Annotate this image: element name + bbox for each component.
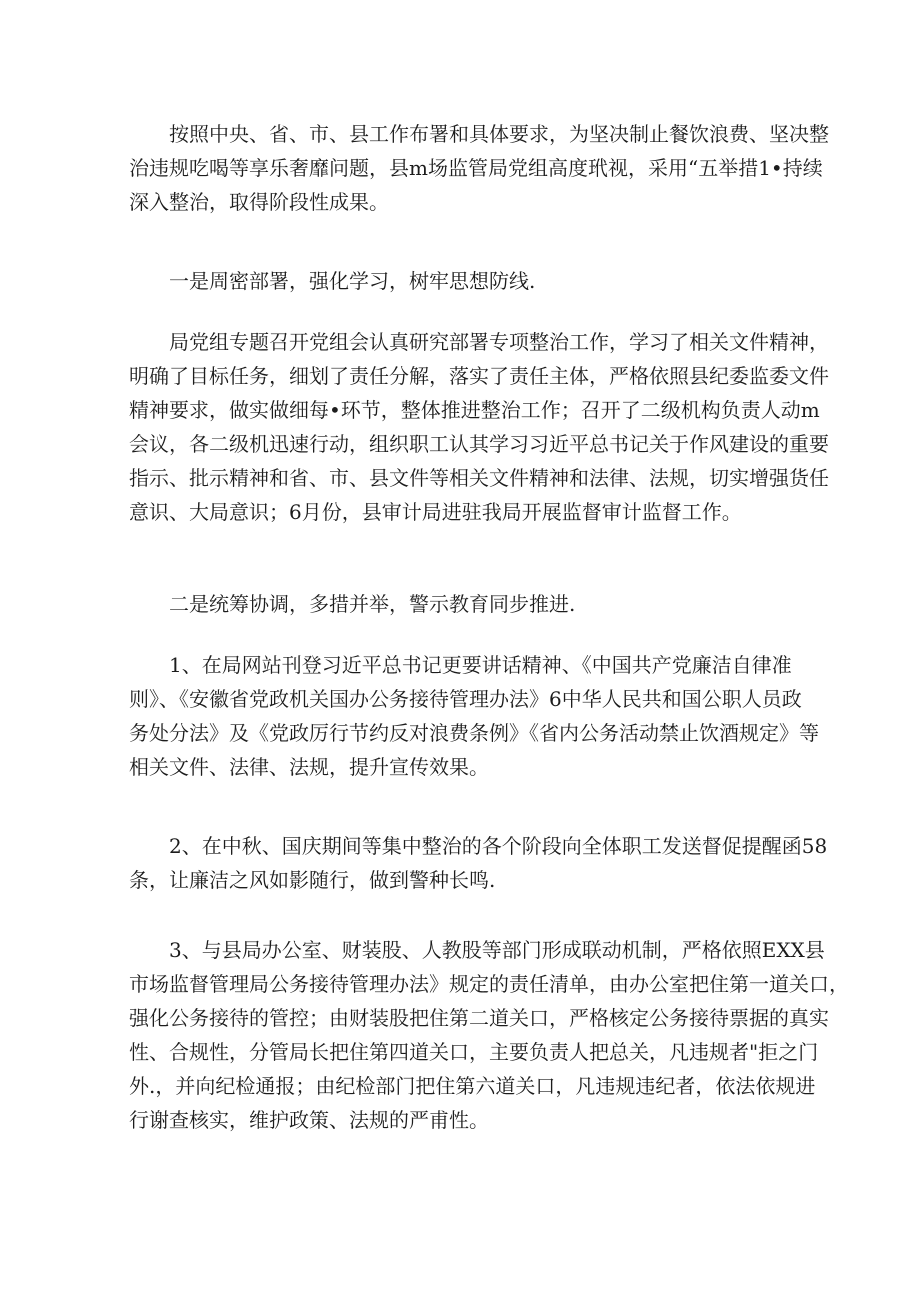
text-line: 行谢查核实，维护政策、法规的严甫性。 xyxy=(129,1108,489,1132)
text-line: 相关文件、法律、法规，提升宣传效果。 xyxy=(129,755,489,779)
text-line: 深入整治，取得阶段性成果。 xyxy=(129,190,389,214)
heading-two xyxy=(129,587,791,621)
text-line: 则》、《安徽省党政机关国办公务接待管理办法》6中华人民共和国公职人员政 xyxy=(129,687,802,711)
text-line: 务处分法》及《党政厉行节约反对浪费条例》《省内公务活动禁止饮酒规定》等 xyxy=(129,721,819,745)
text-line: 外.，并向纪检通报；由纪检部门把住第六道关口，凡违规违纪者，依法依规进 xyxy=(129,1074,816,1098)
text-line: 二是统筹协调，多措并举，警示教育同步推进. xyxy=(169,592,576,616)
text-line: 治违规吃喝等享乐奢靡问题，县m场监管局党组高度玳视，采用“五举措1•持续 xyxy=(129,156,823,180)
paragraph-item-3 xyxy=(129,933,849,1137)
text-line: 局党组专题召开党组会认真研究部署专项整治工作，学习了相关文件精神， xyxy=(169,330,829,354)
text-line: 1、在局网站刊登习近平总书记更要讲话精神、《中国共产党廉洁自律准 xyxy=(169,653,792,677)
text-line: 明确了目标任务，细划了责任分解，落实了责任主体，严格依照县纪委监委文件 xyxy=(129,364,829,388)
text-line: 市场监督管理局公务接待管理办法》规定的责任清单，由办公室把住第一道关口， xyxy=(129,972,849,996)
text-line: 强化公务接待的管控；由财装股把住第二道关口，严格核定公务接待票据的真实 xyxy=(129,1006,829,1030)
text-line: 按照中央、省、市、县工作布署和具体要求，为坚决制止餐饮浪费、坚决整 xyxy=(169,122,829,146)
text-line: 会议，各二级机迅速行动，组织职工认其学习习近平总书记关于作风建设的重要 xyxy=(129,432,829,456)
paragraph-item-1 xyxy=(129,648,819,784)
paragraph-item-2 xyxy=(129,829,828,897)
text-line: 3、与县局办公室、财装股、人教股等部门形成联动机制，严格依照EXX县 xyxy=(169,938,825,962)
paragraph-intro xyxy=(129,117,829,219)
heading-one xyxy=(129,264,791,298)
text-line: 精神要求，做实做细每•环节，整体推进整治工作；召开了二级机构负责人动m xyxy=(129,398,820,422)
text-line: 条，让廉洁之风如影随行，做到警种长鸣. xyxy=(129,868,496,892)
text-line: 2、在中秋、国庆期间等集中整治的各个阶段向全体职工发送督促提醒函58 xyxy=(169,834,828,858)
text-line: 性、合规性，分管局长把住第四道关口，主要负责人把总关，凡违规者"拒之门 xyxy=(129,1040,819,1064)
text-line: 意识、大局意识；6月份，县审计局进驻我局开展监督审计监督工作。 xyxy=(129,500,742,524)
text-line: 一是周密部署，强化学习，树牢思想防线. xyxy=(169,269,536,293)
text-line: 指示、批示精神和省、市、县文件等相关文件精神和法律、法规，切实增强货任 xyxy=(129,466,829,490)
paragraph-deployment xyxy=(129,325,829,529)
